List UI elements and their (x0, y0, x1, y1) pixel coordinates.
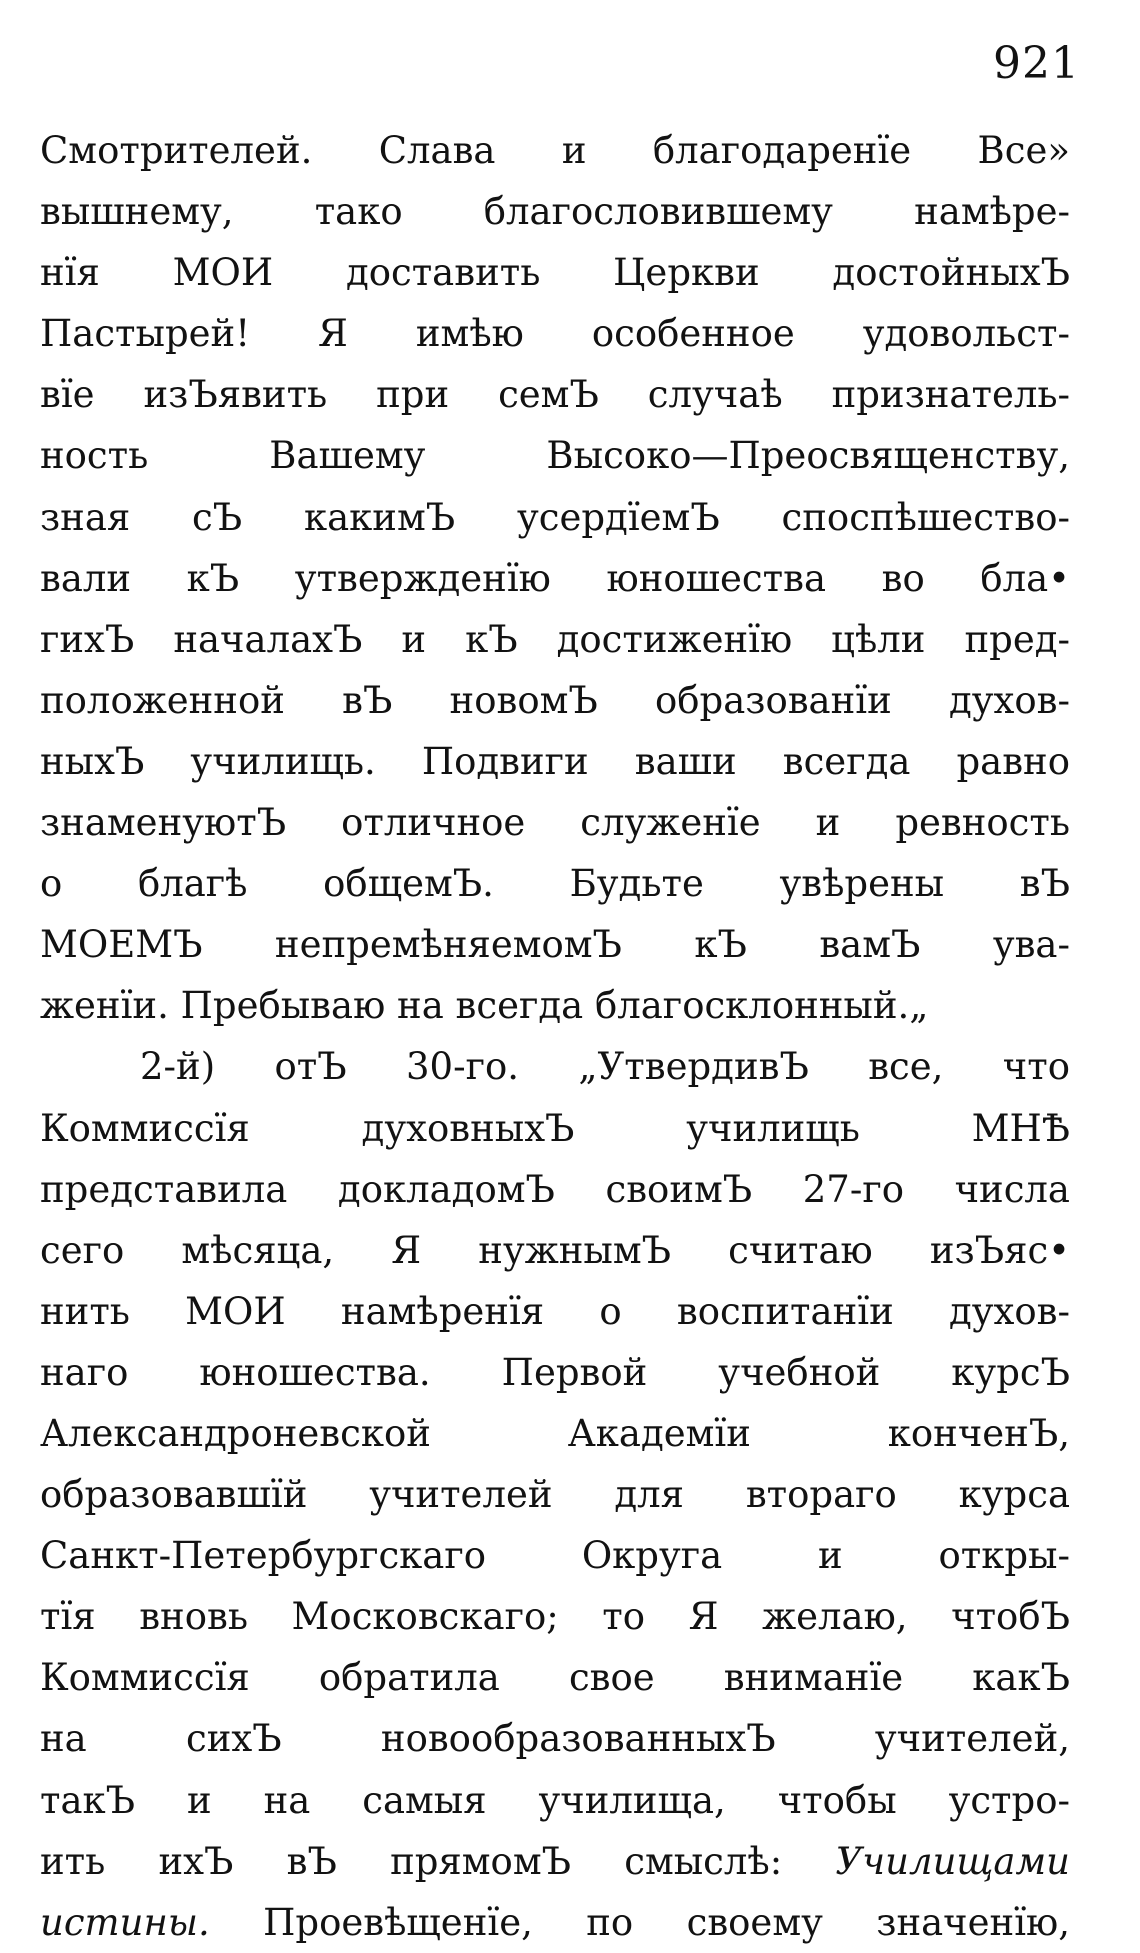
page-number: 921 (993, 38, 1080, 89)
text-line: представила докладомЪ своимЪ 27-го числа (40, 1167, 1070, 1211)
text-line: образовавшїй учителей для втораго курса (40, 1473, 1070, 1517)
text-run: Проевѣщенїе, по своему значенїю, (263, 1900, 1070, 1944)
text-line: Коммиссїя обратила свое вниманїе какЪ (40, 1656, 1070, 1700)
text-line: нїя МОИ доставить Церкви достойныхЪ (40, 251, 1070, 295)
body-text (40, 120, 1070, 1953)
text-line: Санкт-Петербургскаго Округа и откры- (40, 1534, 1070, 1578)
text-line: Пастырей! Я имѣю особенное удовольст- (40, 312, 1070, 356)
text-line: сего мѣсяца, Я нужнымЪ считаю изЪяс• (40, 1228, 1070, 1272)
text-line: о благѣ общемЪ. Будьте увѣрены вЪ (40, 862, 1070, 906)
text-line: 2-й) отЪ 30-го. „УтвердивЪ все, что (140, 1045, 1070, 1089)
text-line: гихЪ началахЪ и кЪ достиженїю цѣли пред- (40, 617, 1070, 661)
text-line: знаменуютЪ отличное служенїе и ревность (40, 801, 1070, 845)
text-line (40, 1892, 1070, 1953)
text-line: положенной вЪ новомЪ образованїи духов- (40, 678, 1070, 722)
text-line: Александроневской Академїи конченЪ, (40, 1411, 1070, 1455)
text-line: нить МОИ намѣренїя о воспитанїи духов- (40, 1289, 1070, 1333)
text-run: ить ихЪ вЪ прямомЪ смыслѣ: (40, 1839, 783, 1883)
text-line: наго юношества. Первой учебной курсЪ (40, 1350, 1070, 1394)
text-line: МОЕМЪ непремѣняемомЪ кЪ вамЪ ува- (40, 923, 1070, 967)
text-line: женїи. Пребываю на всегда благосклонный.„ (40, 984, 929, 1028)
text-line: такЪ и на самыя училища, чтобы устро- (40, 1778, 1070, 1822)
italic-text-run: истины. (40, 1900, 210, 1944)
text-line (40, 1831, 1070, 1892)
text-line: зная сЪ какимЪ усердїемЪ споспѣшество- (40, 495, 1070, 539)
italic-text-run: Училищами (835, 1839, 1070, 1883)
text-line: вали кЪ утвержденїю юношества во бла• (40, 556, 1070, 600)
text-line: вїе изЪявить при семЪ случаѣ признатель- (40, 373, 1070, 417)
text-line: тїя вновь Московскаго; то Я желаю, чтобЪ (40, 1595, 1070, 1639)
text-line: ность Вашему Высоко—Преосвященству, (40, 434, 1070, 478)
text-line: Смотрителей. Слава и благодаренїе Все» (40, 129, 1070, 172)
text-line: на сихЪ новообразованныхЪ учителей, (40, 1717, 1070, 1761)
text-line: вышнему, тако благословившему намѣре- (40, 190, 1070, 234)
text-line: ныхЪ училищь. Подвиги ваши всегда равно (40, 739, 1070, 783)
text-line: Коммиссїя духовныхЪ училищь МНѢ (40, 1106, 1070, 1150)
